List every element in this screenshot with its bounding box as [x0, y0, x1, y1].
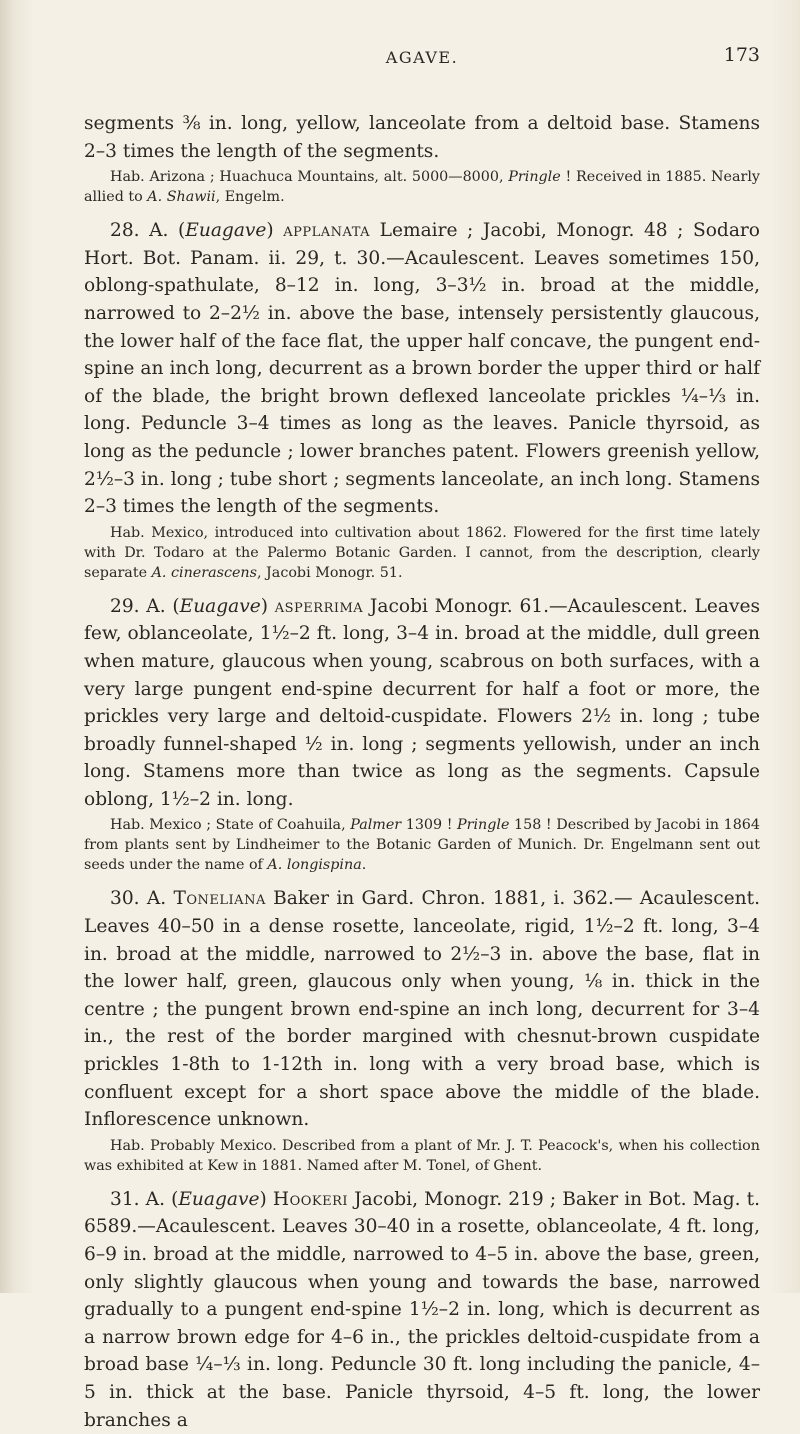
- text-run: ): [266, 220, 284, 242]
- text-run: .: [361, 857, 367, 874]
- text-run: Hab. Arizona ; Huachuca Mountains, alt. 5000—8000,: [110, 169, 509, 186]
- text-run: ): [260, 595, 275, 617]
- text-run: Euagave: [185, 220, 267, 242]
- text-run: ): [259, 1188, 273, 1210]
- text-run: applanata: [283, 220, 371, 242]
- species-entry: [84, 885, 760, 1133]
- running-title: AGAVE.: [385, 48, 459, 67]
- habitat-note: [84, 167, 760, 207]
- text-run: Jacobi, Monogr. 219 ; Baker in Bot. Mag. t. 6589.—Acaulescent. Leaves 30–40 in a rosette, oblanceolate, 4 ft. long, 6–9 in. broad at the middle, narrowed to 4–5 in. above the base, green, only slightly glaucous when young and towards the base, narrowed gradually to a pungent end-spine 1½–2 in. long, which is decurrent as a narrow brown edge for 4–6 in., the prickles deltoid-cuspidate from a broad base ¼–⅓ in. long. Peduncle 30 ft. long including the panicle, 4–5 in. thick at the base. Panicle thyrsoid, 4–5 ft. long, the lower branches a: [84, 1188, 760, 1431]
- running-head: [84, 0, 760, 110]
- text-run: A. Shawii: [147, 189, 216, 206]
- habitat-note: [84, 1136, 760, 1176]
- text-run: Hab. Mexico, introduced into cultivation about 1862. Flowered for the first time lately with Dr. Todaro at the Palermo Botanic Garden. I cannot, from the description, clearly separate: [84, 524, 760, 581]
- text-run: Pringle: [457, 817, 510, 834]
- species-entry: [84, 217, 760, 521]
- page-number: 173: [723, 44, 760, 66]
- text-run: asperrima: [274, 595, 364, 617]
- text-run: ! Received in 1885. Nearly allied to: [84, 169, 760, 206]
- text-run: Toneliana: [173, 888, 266, 910]
- text-run: Pringle: [508, 169, 561, 186]
- text-run: 28. A. (: [110, 220, 186, 242]
- text-run: Hab. Mexico ; State of Coahuila,: [110, 817, 351, 834]
- text-run: Palmer: [350, 817, 402, 834]
- species-entry: [84, 593, 760, 814]
- text-run: 31. A. (: [110, 1188, 179, 1210]
- text-run: Baker in Gard. Chron. 1881, i. 362.— Acaulescent. Leaves 40–50 in a dense rosette, lanceolate, rigid, 1½–2 ft. long, 3–4 in. broad at the middle, narrowed to 2½–3 in. above the base, flat in the lower half, green, glaucous only when young, ⅛ in. thick in the centre ; the pungent brown end-spine an inch long, decurrent for 3–4 in., the rest of the border margined with chesnut-brown cuspidate prickles 1-8th to 1-12th in. long with a very broad base, which is confluent except for a short space above the middle of the blade. Inflorescence unknown.: [84, 888, 760, 1131]
- text-run: A. cinerascens: [151, 564, 257, 581]
- text-run: Euagave: [179, 595, 261, 617]
- text-run: Euagave: [178, 1188, 260, 1210]
- continued-paragraph: segments ⅜ in. long, yellow, lanceolate from a deltoid base. Stamens 2–3 times the length of the segments.: [84, 113, 760, 162]
- text-run: A. longispina: [267, 857, 362, 874]
- species-entry: [84, 1186, 760, 1434]
- text-run: 29. A. (: [110, 595, 180, 617]
- text-run: Lemaire ; Jacobi, Monogr. 48 ; Sodaro Hort. Bot. Panam. ii. 29, t. 30.—Acaulescent. Leaves sometimes 150, oblong-spathulate, 8–12 in. long, 3–3½ in. broad at the middle, narrowed to 2–2½ in. above the base, intensely persistently glaucous, the lower half of the face flat, the upper half concave, the pungent end-spine an inch long, decurrent as a brown border the upper third or half of the blade, the bright brown deflexed lanceolate prickles ¼–⅓ in. long. Peduncle 3–4 times as long as the leaves. Panicle thyrsoid, as long as the peduncle ; lower branches patent. Flowers greenish yellow, 2½–3 in. long ; tube short ; segments lanceolate, an inch long. Stamens 2–3 times the length of the segments.: [84, 220, 760, 518]
- page-body: [84, 110, 760, 1434]
- text-run: , Jacobi Monogr. 51.: [256, 564, 403, 581]
- text-run: 1309 !: [401, 817, 458, 834]
- text-run: , Engelm.: [215, 189, 285, 206]
- text-run: Hookeri: [272, 1188, 349, 1210]
- text-run: 158 ! Described by Jacobi in 1864 from plants sent by Lindheimer to the Botanic Garden of Munich. Dr. Engelmann sent out seeds under the name of: [84, 817, 760, 874]
- text-run: Jacobi Monogr. 61.—Acaulescent. Leaves few, oblanceolate, 1½–2 ft. long, 3–4 in. broad at the middle, dull green when mature, glaucous when young, scabrous on both surfaces, with a very large pungent end-spine decurrent for half a foot or more, the prickles very large and deltoid-cuspidate. Flowers 2½ in. long ; tube broadly funnel-shaped ½ in. long ; segments yellowish, under an inch long. Stamens more than twice as long as the segments. Capsule oblong, 1½–2 in. long.: [84, 595, 760, 810]
- habitat-note: [84, 815, 760, 875]
- text-run: Hab. Probably Mexico. Described from a plant of Mr. J. T. Peacock's, when his collection was exhibited at Kew in 1881. Named after M. Tonel, of Ghent.: [84, 1137, 760, 1174]
- habitat-note: [84, 523, 760, 583]
- text-run: 30. A.: [110, 888, 174, 910]
